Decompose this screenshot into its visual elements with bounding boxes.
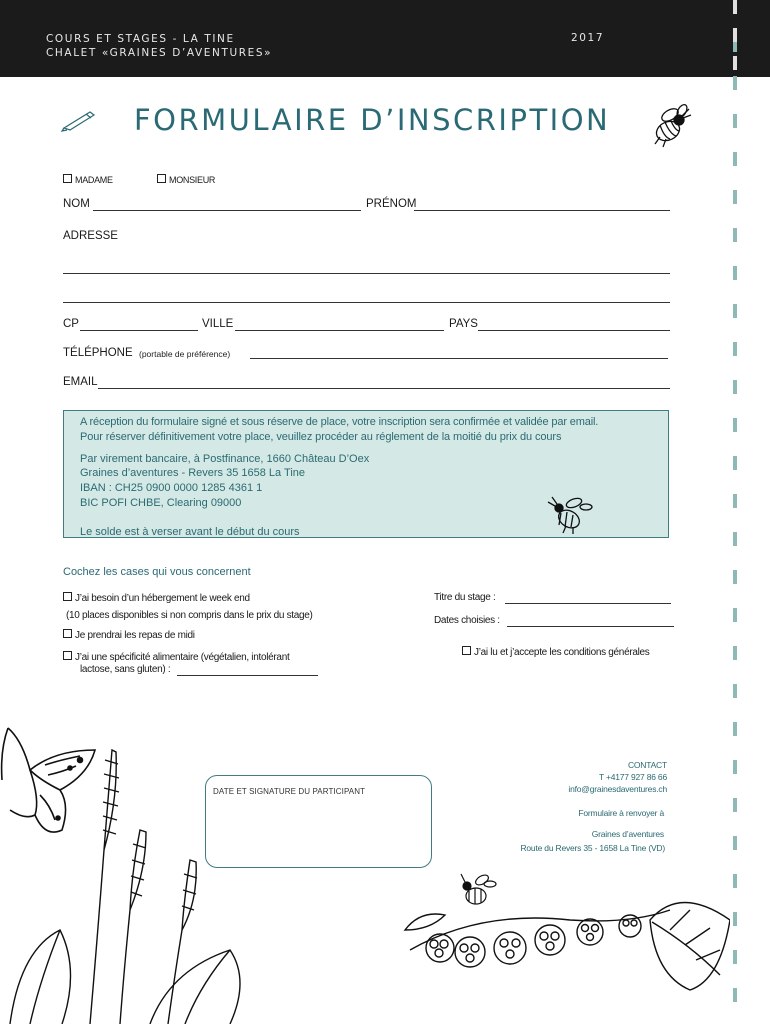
monsieur-label: MONSIEUR (169, 175, 216, 185)
bank-line-1: Par virement bancaire, à Postfinance, 1660 Château D’Oex (80, 453, 370, 465)
info-line-2: Pour réserver définitivement votre place, veuillez procéder au réglement de la moitié du prix du cours (80, 431, 562, 443)
ville-label: VILLE (202, 318, 234, 330)
header-year: 2017 (571, 32, 605, 44)
ville-field[interactable] (235, 330, 444, 331)
monsieur-checkbox[interactable] (157, 174, 166, 183)
plantain-illustration (0, 740, 260, 1024)
conditions-label: J’ai lu et j’accepte les conditions générales (474, 647, 650, 658)
repas-checkbox[interactable] (63, 629, 72, 638)
adresse-label: ADRESSE (63, 230, 118, 242)
bee-icon (546, 493, 594, 535)
monsieur-option[interactable] (157, 174, 215, 185)
telephone-label: TÉLÉPHONE (63, 347, 133, 359)
alimentaire-label: J’ai une spécificité alimentaire (végétalien, intolérant (75, 652, 290, 663)
contact-email[interactable]: info@grainesdaventures.ch (568, 784, 667, 794)
header-line2: CHALET «GRAINES D’AVENTURES» (46, 47, 273, 59)
bee-icon (646, 103, 694, 151)
dashed-edge-header (733, 0, 737, 77)
hebergement-option[interactable] (63, 592, 250, 604)
conditions-option[interactable] (462, 646, 650, 658)
pays-field[interactable] (478, 330, 670, 331)
cp-label: CP (63, 318, 79, 330)
dashed-edge (733, 0, 737, 1024)
alimentaire-field[interactable] (177, 675, 318, 676)
hebergement-checkbox[interactable] (63, 592, 72, 601)
page-title: FORMULAIRE D’INSCRIPTION (134, 103, 611, 137)
telephone-field[interactable] (250, 358, 668, 359)
header-line1: COURS ET STAGES - LA TINE (46, 33, 235, 45)
adresse-field-1[interactable] (63, 273, 670, 274)
bank-line-4: BIC POFI CHBE, Clearing 09000 (80, 497, 242, 509)
contact-name: Graines d’aventures (591, 829, 664, 839)
madame-label: MADAME (75, 175, 113, 185)
repas-label: Je prendrai les repas de midi (75, 630, 195, 641)
pen-icon (60, 106, 98, 132)
alimentaire-checkbox[interactable] (63, 651, 72, 660)
checks-heading: Cochez les cases qui vous concernent (63, 566, 251, 578)
titre-stage-field[interactable] (505, 603, 671, 604)
titre-stage-label: Titre du stage : (434, 592, 496, 603)
hebergement-label: J’ai besoin d’un hébergement le week end (75, 593, 250, 604)
conditions-checkbox[interactable] (462, 646, 471, 655)
madame-option[interactable] (63, 174, 113, 185)
solde-note: Le solde est à verser avant le début du cours (80, 526, 300, 538)
info-line-1: A réception du formulaire signé et sous réserve de place, votre inscription sera confirmée et validée par email. (80, 416, 599, 428)
alimentaire-label-2: lactose, sans gluten) : (80, 664, 171, 675)
nom-label: NOM (63, 198, 90, 210)
bank-line-3: IBAN : CH25 0900 0000 1285 4361 1 (80, 482, 263, 494)
hebergement-note: (10 places disponibles si non compris dans le prix du stage) (66, 610, 313, 621)
contact-phone: T +4177 927 86 66 (598, 772, 667, 782)
contact-heading: CONTACT (627, 760, 667, 770)
email-label: EMAIL (63, 376, 98, 388)
adresse-field-2[interactable] (63, 302, 670, 303)
email-field[interactable] (98, 388, 670, 389)
cp-field[interactable] (80, 330, 198, 331)
alimentaire-option[interactable] (63, 651, 289, 663)
dates-label: Dates choisies : (434, 615, 500, 626)
nom-field[interactable] (93, 210, 361, 211)
bank-line-2: Graines d’aventures - Revers 35 1658 La Tine (80, 467, 306, 479)
prenom-label: PRÉNOM (366, 198, 417, 210)
signature-label: DATE ET SIGNATURE DU PARTICIPANT (213, 787, 366, 796)
repas-option[interactable] (63, 629, 195, 641)
contact-address: Route du Revers 35 - 1658 La Tine (VD) (520, 843, 665, 853)
prenom-field[interactable] (414, 210, 670, 211)
blackberry-illustration (400, 890, 730, 1024)
pays-label: PAYS (449, 318, 478, 330)
dates-field[interactable] (507, 626, 674, 627)
madame-checkbox[interactable] (63, 174, 72, 183)
telephone-hint: (portable de préférence) (139, 349, 231, 359)
contact-renvoyer: Formulaire à renvoyer à (578, 808, 664, 818)
